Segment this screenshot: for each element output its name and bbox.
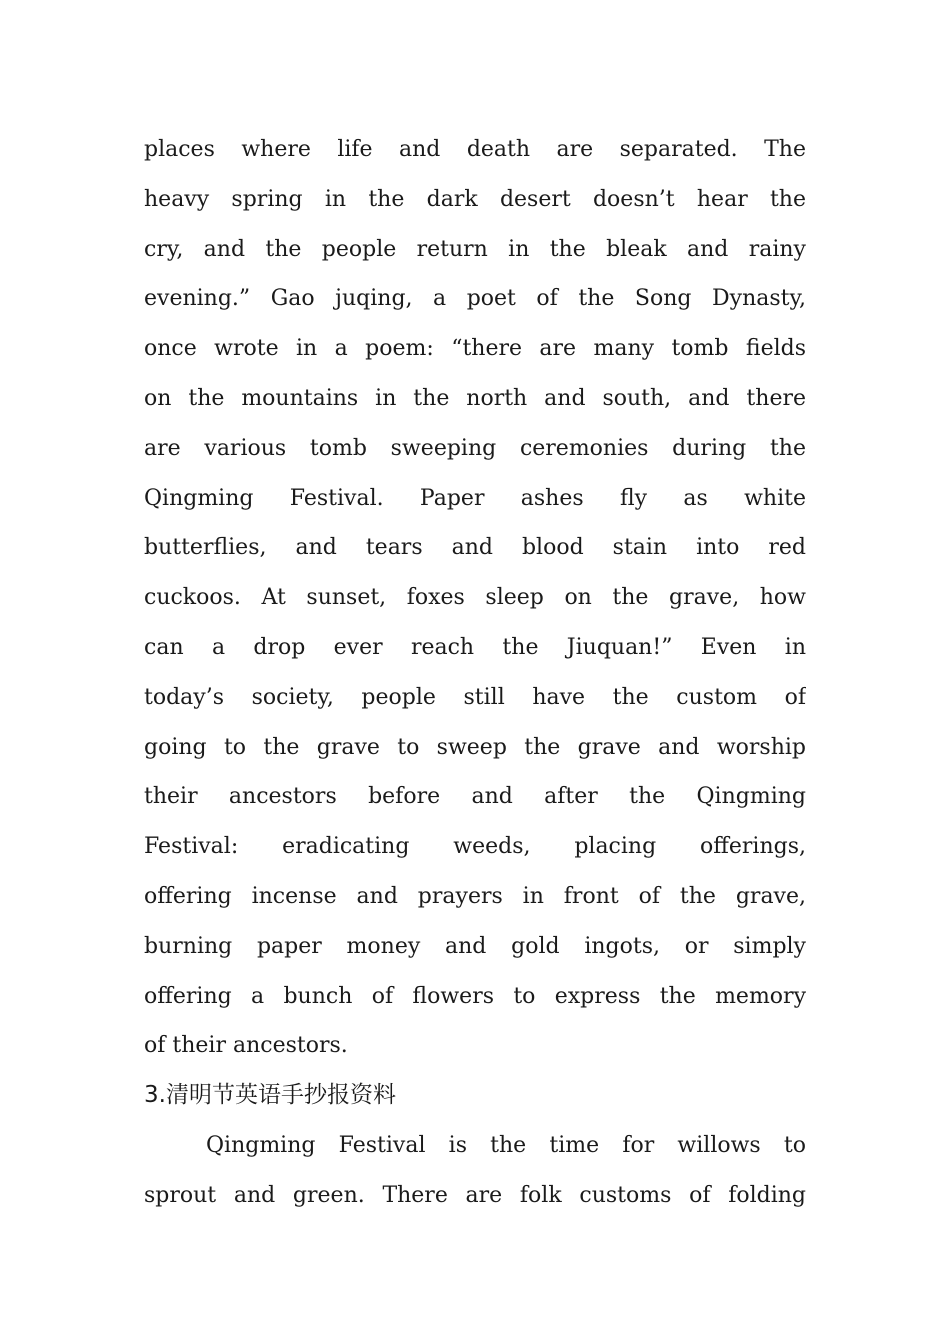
paragraph-line: their ancestors before and after the Qingming: [144, 784, 806, 810]
paragraph-line: going to the grave to sweep the grave and worship: [144, 734, 806, 760]
paragraph-line: sprout and green. There are folk customs of folding: [144, 1182, 806, 1208]
body-paragraph: [144, 125, 806, 1221]
paragraph-line: offering incense and prayers in front of the grave,: [144, 883, 806, 909]
paragraph-line: heavy spring in the dark desert doesn’t hear the: [144, 186, 806, 212]
section-heading: 3.清明节英语手抄报资料: [144, 1082, 396, 1109]
paragraph-line: can a drop ever reach the Jiuquan!” Even in: [144, 634, 806, 660]
paragraph-line: today’s society, people still have the custom of: [144, 684, 806, 710]
paragraph-line: cuckoos. At sunset, foxes sleep on the grave, how: [144, 585, 806, 611]
paragraph-line: on the mountains in the north and south, and there: [144, 385, 806, 411]
paragraph-line: butterflies, and tears and blood stain into red: [144, 535, 806, 561]
paragraph-line: Qingming Festival. Paper ashes fly as white: [144, 485, 806, 511]
paragraph-line: offering a bunch of flowers to express the memory: [144, 983, 806, 1009]
paragraph-line: evening.” Gao juqing, a poet of the Song Dynasty,: [144, 286, 806, 312]
paragraph-line: are various tomb sweeping ceremonies during the: [144, 435, 806, 461]
paragraph-line: Qingming Festival is the time for willows to: [206, 1132, 806, 1158]
paragraph-line: Festival: eradicating weeds, placing offerings,: [144, 834, 806, 860]
paragraph-line: cry, and the people return in the bleak and rainy: [144, 236, 806, 262]
paragraph-line: places where life and death are separated. The: [144, 137, 806, 162]
paragraph-line: once wrote in a poem: “there are many tomb fields: [144, 336, 806, 362]
paragraph-line: burning paper money and gold ingots, or simply: [144, 933, 806, 959]
paragraph-line: of their ancestors.: [144, 1033, 348, 1059]
